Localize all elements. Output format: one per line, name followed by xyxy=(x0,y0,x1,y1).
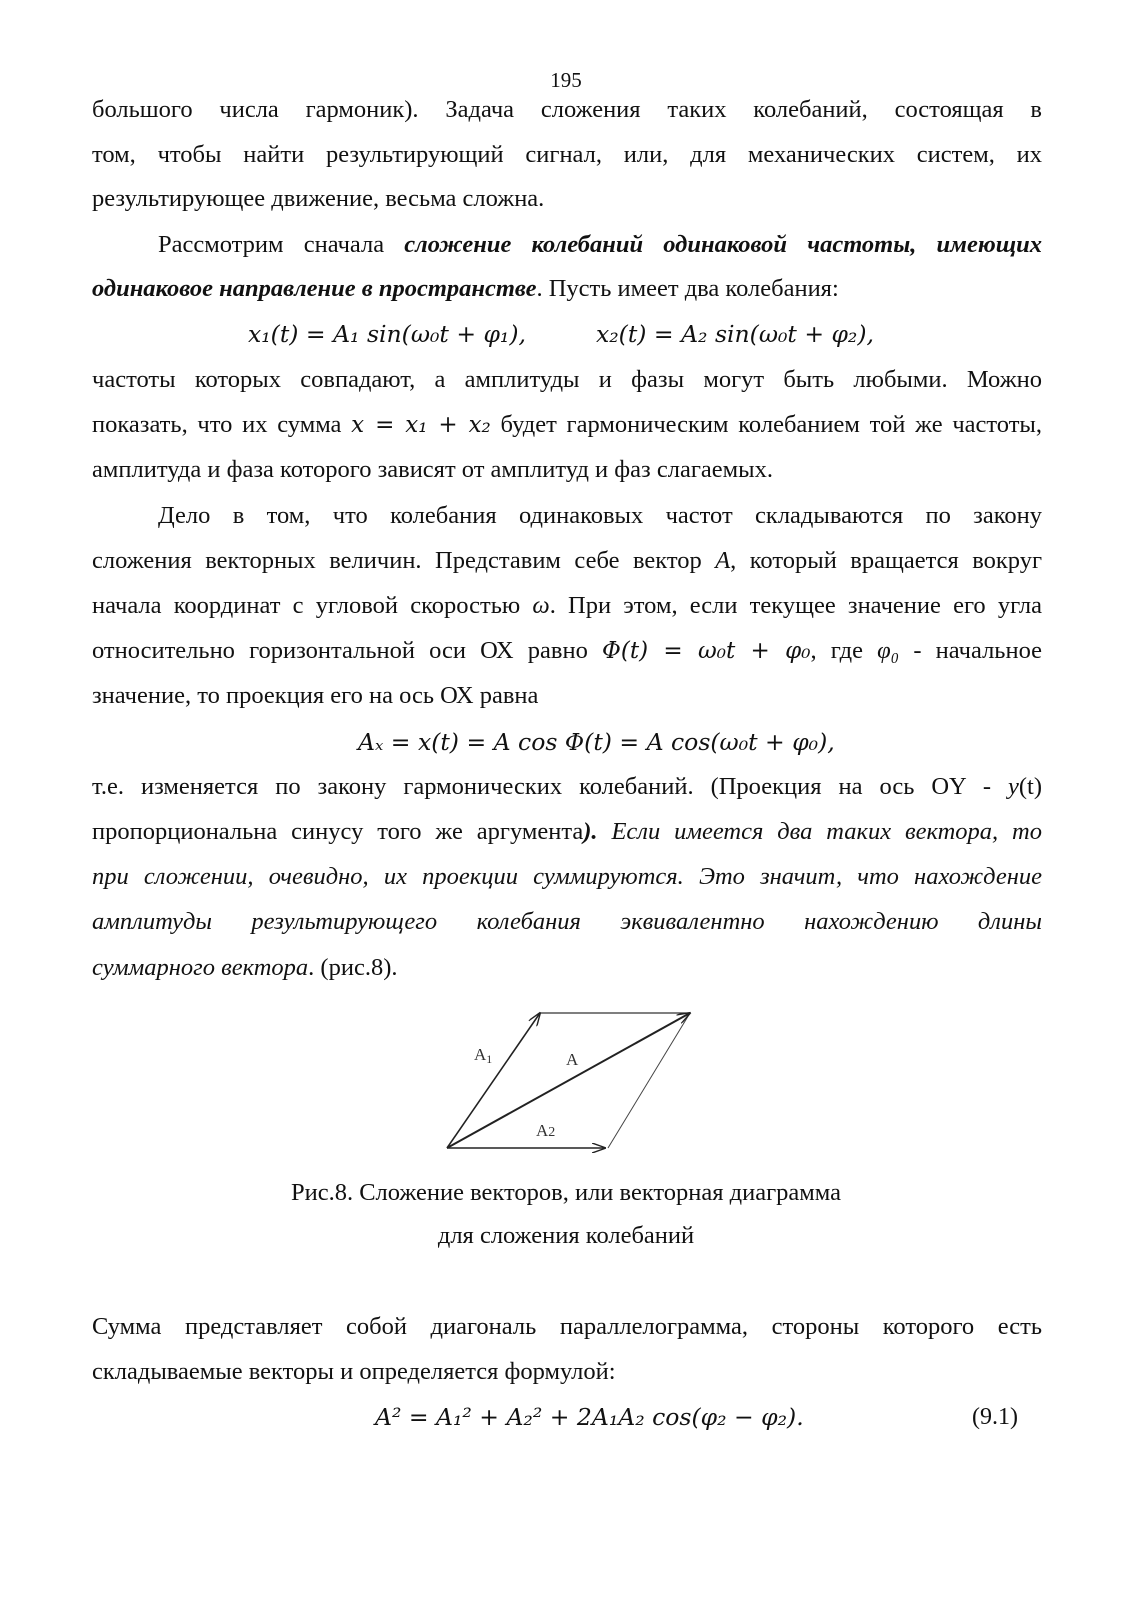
text-line: при сложении, очевидно, их проекции суммируются. Это значит, что нахождение xyxy=(92,863,1042,890)
inline-math: x = x₁ + x₂ xyxy=(351,412,491,438)
figure-caption: для сложения колебаний xyxy=(437,1222,695,1249)
figure-caption: Рис.8. Сложение векторов, или векторная диаграмма xyxy=(290,1179,842,1206)
formula-projection: Aₓ = x(t) = A cos Φ(t) = A cos(ω₀t + φ₀), xyxy=(358,728,835,756)
text-line: Сумма представляет собой диагональ параллелограмма, стороны которого есть xyxy=(92,1313,1042,1340)
page-number: 195 xyxy=(550,68,582,92)
text-line xyxy=(158,229,1042,261)
text-line: том, чтобы найти результирующий сигнал, или, для механических систем, их xyxy=(92,141,1042,168)
vector-diagram xyxy=(430,1000,710,1160)
text-line: амплитуды результирующего колебания эквивалентно нахождению длины xyxy=(92,908,1042,935)
emphasis-bold-italic: одинаковое направление в пространстве xyxy=(92,275,537,302)
text-span: , который вращается вокруг xyxy=(730,547,1043,574)
parallelogram-right-side xyxy=(608,1013,690,1148)
text-span: будет гармоническим колебанием той же частоты, xyxy=(500,411,1043,438)
text-line: Дело в том, что колебания одинаковых частот складываются по закону xyxy=(158,502,1042,529)
emphasis-italic: Если имеется два таких вектора, то xyxy=(611,818,1043,845)
text-line xyxy=(92,545,1042,577)
text-line: амплитуда и фаза которого зависят от амплитуд и фаз слагаемых. xyxy=(92,456,773,483)
vector-a1 xyxy=(447,1013,540,1148)
text-line: значение, то проекция его на ось ОХ равна xyxy=(92,682,539,709)
formula-amplitude: A² = A₁² + A₂² + 2A₁A₂ cos(φ₂ − φ₂). xyxy=(375,1403,804,1431)
text-line xyxy=(92,409,1042,441)
formula-x2: x₂(t) = A₂ sin(ω₀t + φ₂), xyxy=(596,320,874,348)
emphasis-bold-italic: сложение колебаний одинаковой частоты, имеющих xyxy=(404,231,1042,258)
inline-var: φ₀ xyxy=(877,637,900,664)
label-a2: A2 xyxy=(536,1121,556,1140)
text-line xyxy=(92,952,1042,984)
text-line xyxy=(92,635,1042,667)
emphasis-bold-italic: ). xyxy=(583,818,598,845)
inline-var: y xyxy=(1008,773,1019,800)
emphasis-italic: суммарного вектора xyxy=(92,954,309,981)
text-span: относительно горизонтальной оси ОХ равно xyxy=(92,637,588,664)
text-span: . При этом, если текущее значение его угла xyxy=(549,592,1042,619)
text-span: . (рис.8). xyxy=(308,954,398,981)
text-line: результирующее движение, весьма сложна. xyxy=(92,185,545,212)
text-line: складываемые векторы и определяется формулой: xyxy=(92,1358,616,1385)
text-line: большого числа гармоник). Задача сложения таких колебаний, состоящая в xyxy=(92,96,1042,123)
inline-var: A xyxy=(715,547,731,574)
text-line xyxy=(92,273,1042,305)
text-span: . Пусть имеет два колебания: xyxy=(536,275,839,302)
text-span: т.е. изменяется по закону гармонических колебаний. (Проекция на ось OY - xyxy=(92,773,991,800)
text-span: начала координат с угловой скоростью xyxy=(92,592,521,619)
text-line xyxy=(92,771,1042,803)
text-span: пропорциональна синусу того же аргумента xyxy=(92,818,584,845)
text-span: показать, что их сумма xyxy=(92,411,342,438)
text-line xyxy=(92,590,1042,622)
equation-number: (9.1) xyxy=(972,1404,1018,1430)
label-a: A xyxy=(566,1050,579,1069)
inline-var: ω xyxy=(532,592,550,619)
text-span: (t) xyxy=(1018,773,1042,800)
text-span: сложения векторных величин. Представим себе вектор xyxy=(92,547,702,574)
text-span: , где xyxy=(810,637,863,664)
text-line: частоты которых совпадают, а амплитуды и фазы могут быть любыми. Можно xyxy=(92,366,1042,393)
label-a1: A1 xyxy=(474,1045,493,1066)
text-span: Рассмотрим сначала xyxy=(158,231,385,258)
inline-math: Φ(t) = ω₀t + φ₀ xyxy=(602,638,811,664)
text-span: - начальное xyxy=(913,637,1043,664)
text-line xyxy=(92,816,1042,848)
vector-a xyxy=(447,1013,690,1148)
formula-x1: x₁(t) = A₁ sin(ω₀t + φ₁), xyxy=(248,320,526,348)
